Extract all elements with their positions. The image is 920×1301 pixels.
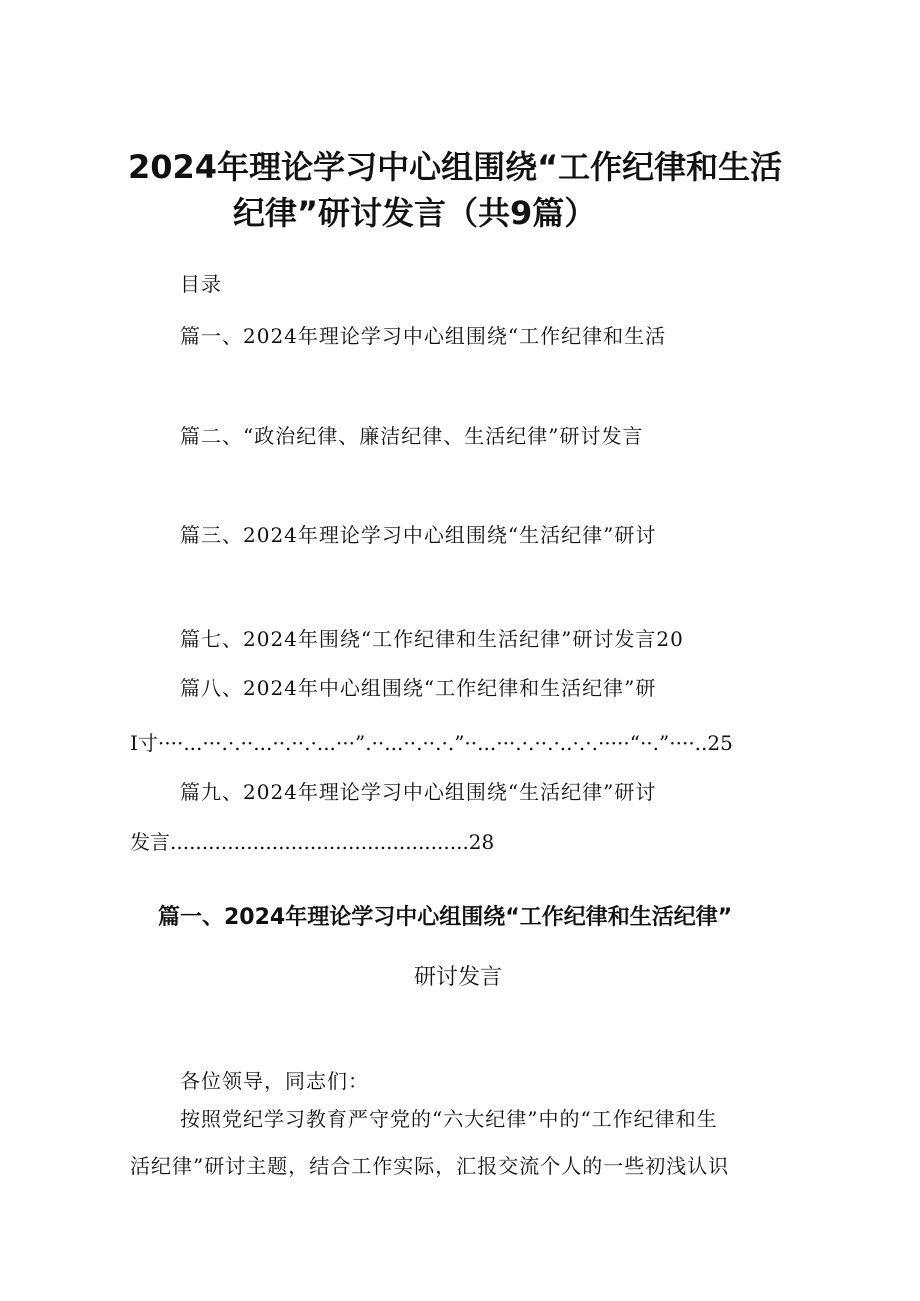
toc-item-9-line-2[interactable]: 发言...............................................28 [130, 830, 495, 854]
toc-item-3[interactable]: 篇三、2024年理论学习中心组围绕“生活纪律”研讨 [180, 523, 657, 547]
paragraph-line-2: 活纪律”研讨主题，结合工作实际，汇报交流个人的一些初浅认识 [130, 1154, 730, 1178]
toc-item-1[interactable]: 篇一、2024年理论学习中心组围绕“工作纪律和生活 [180, 324, 667, 348]
toc-item-8-line-2[interactable]: I寸····...···.·.··...··.··.·...···”.··...··.··.·.”··...···.·.··.·..·.·.·····“··.”····..25 [130, 731, 733, 755]
toc-item-9-line-1[interactable]: 篇九、2024年理论学习中心组围绕“生活纪律”研讨 [180, 780, 657, 804]
document-title-line-2: 纪律”研讨发言（共9篇） [233, 194, 597, 232]
toc-item-2[interactable]: 篇二、“政治纪律、廉洁纪律、生活纪律”研讨发言 [180, 424, 644, 448]
section-heading-line-2: 研讨发言 [414, 965, 503, 990]
toc-item-8-line-1[interactable]: 篇八、2024年中心组围绕“工作纪律和生活纪律”研 [180, 676, 657, 700]
toc-item-7[interactable]: 篇七、2024年围绕“工作纪律和生活纪律”研讨发言20 [180, 627, 684, 651]
toc-label: 目录 [180, 272, 222, 296]
document-title-line-1: 2024年理论学习中心组围绕“工作纪律和生活 [128, 148, 783, 186]
paragraph-line-1: 按照党纪学习教育严守党的“六大纪律”中的“工作纪律和生 [180, 1107, 718, 1131]
section-heading-line-1: 篇一、2024年理论学习中心组围绕“工作纪律和生活纪律” [158, 905, 733, 930]
greeting-text: 各位领导，同志们： [180, 1069, 369, 1093]
